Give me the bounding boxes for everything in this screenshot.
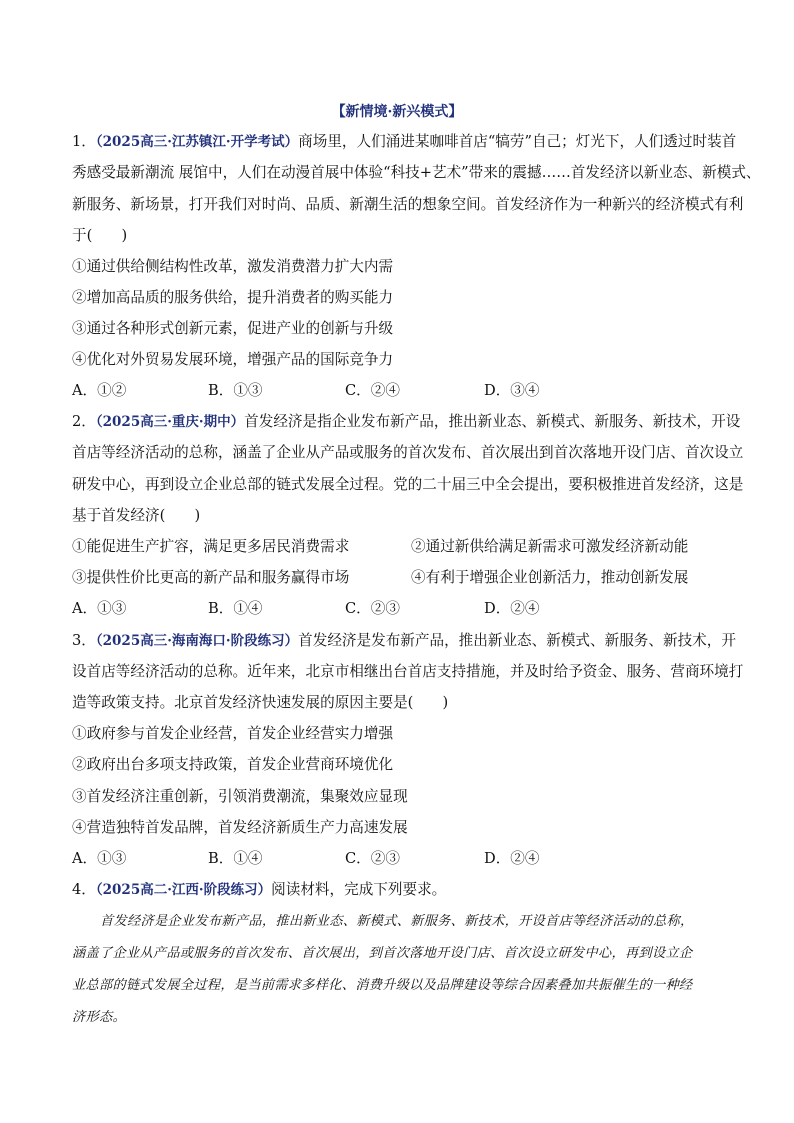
question-stem: 首店等经济活动的总称，涵盖了企业从产品或服务的首次发布、首次展出到首次落地开设门店、首次设立 (72, 444, 744, 461)
statement-item: ④有利于增强企业创新活力，推动创新发展 (411, 569, 689, 586)
choice-a: A．①③ (72, 600, 127, 617)
question-source: （2025高三·江苏镇江·开学考试） (95, 134, 299, 150)
choice-c: C．②③ (345, 850, 400, 867)
question-source: （2025高三·海南海口·阶段练习） (95, 633, 299, 649)
statement-item: ④营造独特首发品牌，首发经济新质生产力高速发展 (72, 819, 408, 836)
question-stem: 研发中心，再到设立企业总部的链式发展全过程。党的二十届三中全会提出，要积极推进首发经济，这是 (72, 476, 744, 493)
material-paragraph: 业总部的链式发展全过程，是当前需求多样化、消费升级以及品牌建设等综合因素叠加共振催生的一种经 (72, 978, 693, 993)
question-stem: 秀感受最新潮流 展馆中，人们在动漫首展中体验“科技+艺术”带来的震撼……首发经济以新业态、新模式、 (72, 164, 761, 181)
statement-item: ①政府参与首发企业经营，首发企业经营实力增强 (72, 725, 394, 742)
choice-d: D．②④ (484, 850, 540, 867)
statement-item: ③首发经济注重创新，引领消费潮流，集聚效应显现 (72, 788, 408, 805)
choice-d: D．②④ (484, 600, 540, 617)
question-3-line-1 (72, 631, 736, 651)
material-paragraph: 首发经济是企业发布新产品，推出新业态、新模式、新服务、新技术，开设首店等经济活动的总称， (100, 914, 694, 929)
question-stem: 设首店等经济活动的总称。近年来，北京市相继出台首店支持措施，并及时给予资金、服务、营商环境打 (72, 663, 744, 680)
question-stem: 于( ) (72, 227, 128, 244)
choice-b: B．①④ (208, 600, 263, 617)
choice-c: C．②③ (345, 600, 400, 617)
question-stem: 阅读材料，完成下列要求。 (271, 881, 447, 898)
question-stem: 基于首发经济( ) (72, 507, 201, 524)
choice-b: B．①③ (208, 382, 263, 399)
question-stem: 首发经济是指企业发布新产品，推出新业态、新模式、新服务、新技术，开设 (244, 413, 741, 430)
question-stem: 首发经济是发布新产品，推出新业态、新模式、新服务、新技术，开 (298, 632, 736, 649)
choice-b: B．①④ (208, 850, 263, 867)
question-stem: 造等政策支持。北京首发经济快速发展的原因主要是( ) (72, 694, 449, 711)
statement-item: ②政府出台多项支持政策，首发企业营商环境优化 (72, 756, 394, 773)
question-2-line-1 (72, 412, 740, 432)
question-stem: 新服务、新场景，打开我们对时尚、品质、新潮生活的想象空间。首发经济作为一种新兴的经济模式有利 (72, 196, 744, 213)
choice-d: D．③④ (484, 382, 540, 399)
material-paragraph: 涵盖了企业从产品或服务的首次发布、首次展出，到首次落地开设门店、首次设立研发中心，再到设立企 (72, 946, 693, 961)
choice-a: A．①② (72, 382, 127, 399)
choice-c: C．②④ (345, 382, 400, 399)
question-number: 3． (72, 632, 96, 649)
statement-item: ②通过新供给满足新需求可激发经济新动能 (411, 538, 689, 555)
section-title: 【新情境·新兴模式】 (331, 104, 463, 120)
question-source: （2025高三·重庆·期中） (95, 414, 245, 430)
question-4-line-1 (72, 880, 446, 900)
question-number: 1． (72, 133, 96, 150)
question-number: 2． (72, 413, 96, 430)
question-1-line-1 (72, 132, 736, 152)
statement-item: ①通过供给侧结构性改革，激发消费潜力扩大内需 (72, 258, 394, 275)
statement-item: ③提供性价比更高的新产品和服务赢得市场 (72, 569, 350, 586)
statement-item: ②增加高品质的服务供给，提升消费者的购买能力 (72, 289, 394, 306)
statement-item: ③通过各种形式创新元素，促进产业的创新与升级 (72, 320, 394, 337)
question-number: 4． (72, 881, 96, 898)
statement-item: ④优化对外贸易发展环境，增强产品的国际竞争力 (72, 351, 394, 368)
question-source: （2025高二·江西·阶段练习） (95, 882, 272, 898)
statement-item: ①能促进生产扩容，满足更多居民消费需求 (72, 538, 350, 555)
material-paragraph: 济形态。 (72, 1010, 126, 1025)
question-stem: 商场里，人们涌进某咖啡首店“犒劳”自己；灯光下，人们透过时装首 (298, 133, 737, 150)
choice-a: A．①③ (72, 850, 127, 867)
